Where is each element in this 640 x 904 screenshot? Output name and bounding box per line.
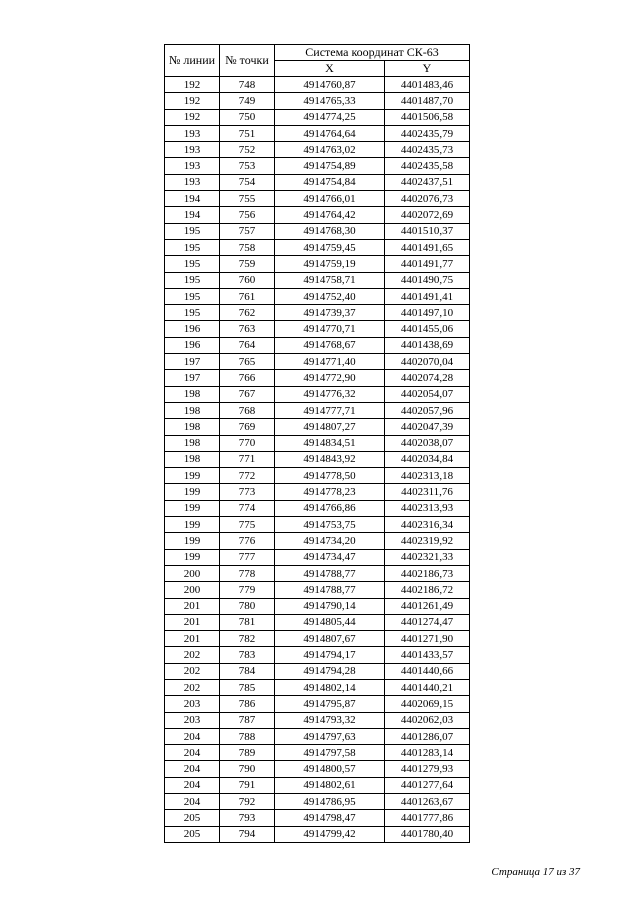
x-coordinate-cell: 4914776,32 [275,386,385,402]
line-number-cell: 198 [165,419,220,435]
table-row [165,207,470,223]
table-row [165,631,470,647]
x-coordinate-cell: 4914734,47 [275,549,385,565]
x-coordinate-cell: 4914777,71 [275,402,385,418]
table-row [165,142,470,158]
line-number-cell: 201 [165,614,220,630]
x-coordinate-cell: 4914790,14 [275,598,385,614]
line-number-cell: 193 [165,158,220,174]
x-coordinate-cell: 4914797,58 [275,745,385,761]
table-row [165,696,470,712]
table-row [165,794,470,810]
point-number-cell: 766 [220,370,275,386]
table-row [165,679,470,695]
table-row [165,288,470,304]
x-coordinate-cell: 4914807,67 [275,631,385,647]
table-row [165,272,470,288]
point-number-cell: 774 [220,500,275,516]
table-row [165,614,470,630]
header-coordinate-system: Система координат СК-63 [275,45,470,61]
table-row [165,598,470,614]
point-number-cell: 794 [220,826,275,842]
x-coordinate-cell: 4914758,71 [275,272,385,288]
x-coordinate-cell: 4914843,92 [275,451,385,467]
x-coordinate-cell: 4914764,64 [275,125,385,141]
table-row [165,582,470,598]
y-coordinate-cell: 4402313,18 [385,468,470,484]
y-coordinate-cell: 4401433,57 [385,647,470,663]
y-coordinate-cell: 4401277,64 [385,777,470,793]
point-number-cell: 770 [220,435,275,451]
y-coordinate-cell: 4401263,67 [385,794,470,810]
x-coordinate-cell: 4914768,67 [275,337,385,353]
table-row [165,826,470,842]
y-coordinate-cell: 4401491,65 [385,239,470,255]
x-coordinate-cell: 4914752,40 [275,288,385,304]
line-number-cell: 199 [165,500,220,516]
y-coordinate-cell: 4402072,69 [385,207,470,223]
y-coordinate-cell: 4402076,73 [385,191,470,207]
x-coordinate-cell: 4914765,33 [275,93,385,109]
y-coordinate-cell: 4401506,58 [385,109,470,125]
table-row [165,402,470,418]
y-coordinate-cell: 4402057,96 [385,402,470,418]
y-coordinate-cell: 4401438,69 [385,337,470,353]
line-number-cell: 204 [165,761,220,777]
y-coordinate-cell: 4402435,73 [385,142,470,158]
table-row [165,663,470,679]
x-coordinate-cell: 4914805,44 [275,614,385,630]
y-coordinate-cell: 4402038,07 [385,435,470,451]
point-number-cell: 793 [220,810,275,826]
point-number-cell: 780 [220,598,275,614]
x-coordinate-cell: 4914763,02 [275,142,385,158]
x-coordinate-cell: 4914788,77 [275,565,385,581]
point-number-cell: 788 [220,728,275,744]
x-coordinate-cell: 4914760,87 [275,77,385,93]
header-line-number: № линии [165,45,220,77]
x-coordinate-cell: 4914798,47 [275,810,385,826]
line-number-cell: 205 [165,810,220,826]
x-coordinate-cell: 4914774,25 [275,109,385,125]
table-body [165,77,470,843]
table-row [165,549,470,565]
x-coordinate-cell: 4914800,57 [275,761,385,777]
y-coordinate-cell: 4401483,46 [385,77,470,93]
line-number-cell: 192 [165,77,220,93]
table-row [165,777,470,793]
line-number-cell: 198 [165,435,220,451]
x-coordinate-cell: 4914794,28 [275,663,385,679]
y-coordinate-cell: 4402054,07 [385,386,470,402]
x-coordinate-cell: 4914759,19 [275,256,385,272]
line-number-cell: 199 [165,484,220,500]
line-number-cell: 199 [165,517,220,533]
y-coordinate-cell: 4401455,06 [385,321,470,337]
y-coordinate-cell: 4401271,90 [385,631,470,647]
point-number-cell: 773 [220,484,275,500]
x-coordinate-cell: 4914807,27 [275,419,385,435]
y-coordinate-cell: 4401440,21 [385,679,470,695]
y-coordinate-cell: 4402437,51 [385,174,470,190]
point-number-cell: 782 [220,631,275,647]
point-number-cell: 785 [220,679,275,695]
x-coordinate-cell: 4914797,63 [275,728,385,744]
x-coordinate-cell: 4914802,14 [275,679,385,695]
point-number-cell: 748 [220,77,275,93]
line-number-cell: 199 [165,533,220,549]
coordinates-table [164,44,470,843]
table-row [165,337,470,353]
y-coordinate-cell: 4402047,39 [385,419,470,435]
table-row [165,451,470,467]
point-number-cell: 755 [220,191,275,207]
x-coordinate-cell: 4914772,90 [275,370,385,386]
point-number-cell: 778 [220,565,275,581]
line-number-cell: 204 [165,794,220,810]
y-coordinate-cell: 4402321,33 [385,549,470,565]
line-number-cell: 195 [165,239,220,255]
point-number-cell: 759 [220,256,275,272]
point-number-cell: 768 [220,402,275,418]
table-row [165,191,470,207]
x-coordinate-cell: 4914834,51 [275,435,385,451]
table-row [165,305,470,321]
y-coordinate-cell: 4401780,40 [385,826,470,842]
y-coordinate-cell: 4402319,92 [385,533,470,549]
line-number-cell: 193 [165,142,220,158]
x-coordinate-cell: 4914753,75 [275,517,385,533]
table-row [165,370,470,386]
header-y: Y [385,61,470,77]
table-row [165,810,470,826]
table-row [165,223,470,239]
x-coordinate-cell: 4914754,89 [275,158,385,174]
line-number-cell: 202 [165,663,220,679]
point-number-cell: 751 [220,125,275,141]
line-number-cell: 199 [165,549,220,565]
table-row [165,239,470,255]
line-number-cell: 199 [165,468,220,484]
point-number-cell: 775 [220,517,275,533]
line-number-cell: 195 [165,272,220,288]
x-coordinate-cell: 4914766,01 [275,191,385,207]
x-coordinate-cell: 4914768,30 [275,223,385,239]
line-number-cell: 194 [165,207,220,223]
line-number-cell: 200 [165,565,220,581]
line-number-cell: 203 [165,696,220,712]
line-number-cell: 205 [165,826,220,842]
line-number-cell: 198 [165,451,220,467]
line-number-cell: 204 [165,728,220,744]
point-number-cell: 786 [220,696,275,712]
line-number-cell: 197 [165,354,220,370]
y-coordinate-cell: 4402313,93 [385,500,470,516]
line-number-cell: 192 [165,93,220,109]
x-coordinate-cell: 4914766,86 [275,500,385,516]
line-number-cell: 193 [165,174,220,190]
line-number-cell: 200 [165,582,220,598]
table-row [165,256,470,272]
line-number-cell: 195 [165,305,220,321]
y-coordinate-cell: 4401510,37 [385,223,470,239]
y-coordinate-cell: 4402070,04 [385,354,470,370]
point-number-cell: 784 [220,663,275,679]
y-coordinate-cell: 4402435,58 [385,158,470,174]
x-coordinate-cell: 4914794,17 [275,647,385,663]
y-coordinate-cell: 4402062,03 [385,712,470,728]
point-number-cell: 790 [220,761,275,777]
point-number-cell: 792 [220,794,275,810]
point-number-cell: 771 [220,451,275,467]
table-row [165,761,470,777]
x-coordinate-cell: 4914795,87 [275,696,385,712]
table-row [165,109,470,125]
point-number-cell: 760 [220,272,275,288]
header-x: X [275,61,385,77]
x-coordinate-cell: 4914739,37 [275,305,385,321]
x-coordinate-cell: 4914770,71 [275,321,385,337]
table-row [165,93,470,109]
y-coordinate-cell: 4401777,86 [385,810,470,826]
table-row [165,386,470,402]
x-coordinate-cell: 4914793,32 [275,712,385,728]
x-coordinate-cell: 4914799,42 [275,826,385,842]
point-number-cell: 754 [220,174,275,190]
y-coordinate-cell: 4401497,10 [385,305,470,321]
y-coordinate-cell: 4402435,79 [385,125,470,141]
table-row [165,745,470,761]
line-number-cell: 194 [165,191,220,207]
header-point-number: № точки [220,45,275,77]
y-coordinate-cell: 4402186,73 [385,565,470,581]
line-number-cell: 202 [165,679,220,695]
point-number-cell: 753 [220,158,275,174]
point-number-cell: 758 [220,239,275,255]
table-row [165,435,470,451]
point-number-cell: 777 [220,549,275,565]
line-number-cell: 201 [165,598,220,614]
point-number-cell: 749 [220,93,275,109]
line-number-cell: 195 [165,288,220,304]
point-number-cell: 791 [220,777,275,793]
y-coordinate-cell: 4401274,47 [385,614,470,630]
y-coordinate-cell: 4402316,34 [385,517,470,533]
point-number-cell: 767 [220,386,275,402]
point-number-cell: 762 [220,305,275,321]
page-number: Страница 17 из 37 [491,866,580,878]
y-coordinate-cell: 4401490,75 [385,272,470,288]
point-number-cell: 763 [220,321,275,337]
line-number-cell: 195 [165,256,220,272]
point-number-cell: 765 [220,354,275,370]
point-number-cell: 776 [220,533,275,549]
x-coordinate-cell: 4914734,20 [275,533,385,549]
point-number-cell: 787 [220,712,275,728]
table-row [165,484,470,500]
y-coordinate-cell: 4402186,72 [385,582,470,598]
point-number-cell: 757 [220,223,275,239]
y-coordinate-cell: 4401283,14 [385,745,470,761]
point-number-cell: 750 [220,109,275,125]
x-coordinate-cell: 4914802,61 [275,777,385,793]
x-coordinate-cell: 4914754,84 [275,174,385,190]
x-coordinate-cell: 4914771,40 [275,354,385,370]
table-row [165,321,470,337]
table-row [165,712,470,728]
y-coordinate-cell: 4401487,70 [385,93,470,109]
y-coordinate-cell: 4402069,15 [385,696,470,712]
x-coordinate-cell: 4914788,77 [275,582,385,598]
table-row [165,354,470,370]
x-coordinate-cell: 4914786,95 [275,794,385,810]
point-number-cell: 756 [220,207,275,223]
table-row [165,125,470,141]
point-number-cell: 789 [220,745,275,761]
table-row [165,500,470,516]
line-number-cell: 204 [165,777,220,793]
x-coordinate-cell: 4914764,42 [275,207,385,223]
table-row [165,533,470,549]
point-number-cell: 783 [220,647,275,663]
y-coordinate-cell: 4402311,76 [385,484,470,500]
y-coordinate-cell: 4401491,41 [385,288,470,304]
x-coordinate-cell: 4914778,23 [275,484,385,500]
y-coordinate-cell: 4401440,66 [385,663,470,679]
y-coordinate-cell: 4402034,84 [385,451,470,467]
line-number-cell: 196 [165,337,220,353]
line-number-cell: 196 [165,321,220,337]
y-coordinate-cell: 4401261,49 [385,598,470,614]
line-number-cell: 198 [165,386,220,402]
line-number-cell: 197 [165,370,220,386]
line-number-cell: 193 [165,125,220,141]
table-row [165,517,470,533]
line-number-cell: 201 [165,631,220,647]
point-number-cell: 764 [220,337,275,353]
y-coordinate-cell: 4401491,77 [385,256,470,272]
point-number-cell: 752 [220,142,275,158]
line-number-cell: 202 [165,647,220,663]
line-number-cell: 203 [165,712,220,728]
table-row [165,158,470,174]
point-number-cell: 772 [220,468,275,484]
x-coordinate-cell: 4914759,45 [275,239,385,255]
line-number-cell: 195 [165,223,220,239]
point-number-cell: 769 [220,419,275,435]
table-row [165,174,470,190]
point-number-cell: 781 [220,614,275,630]
table-row [165,647,470,663]
line-number-cell: 204 [165,745,220,761]
x-coordinate-cell: 4914778,50 [275,468,385,484]
table-row [165,565,470,581]
table-row [165,728,470,744]
y-coordinate-cell: 4401286,07 [385,728,470,744]
y-coordinate-cell: 4402074,28 [385,370,470,386]
point-number-cell: 779 [220,582,275,598]
table-row [165,419,470,435]
table-row [165,468,470,484]
line-number-cell: 198 [165,402,220,418]
line-number-cell: 192 [165,109,220,125]
y-coordinate-cell: 4401279,93 [385,761,470,777]
table-row [165,77,470,93]
point-number-cell: 761 [220,288,275,304]
